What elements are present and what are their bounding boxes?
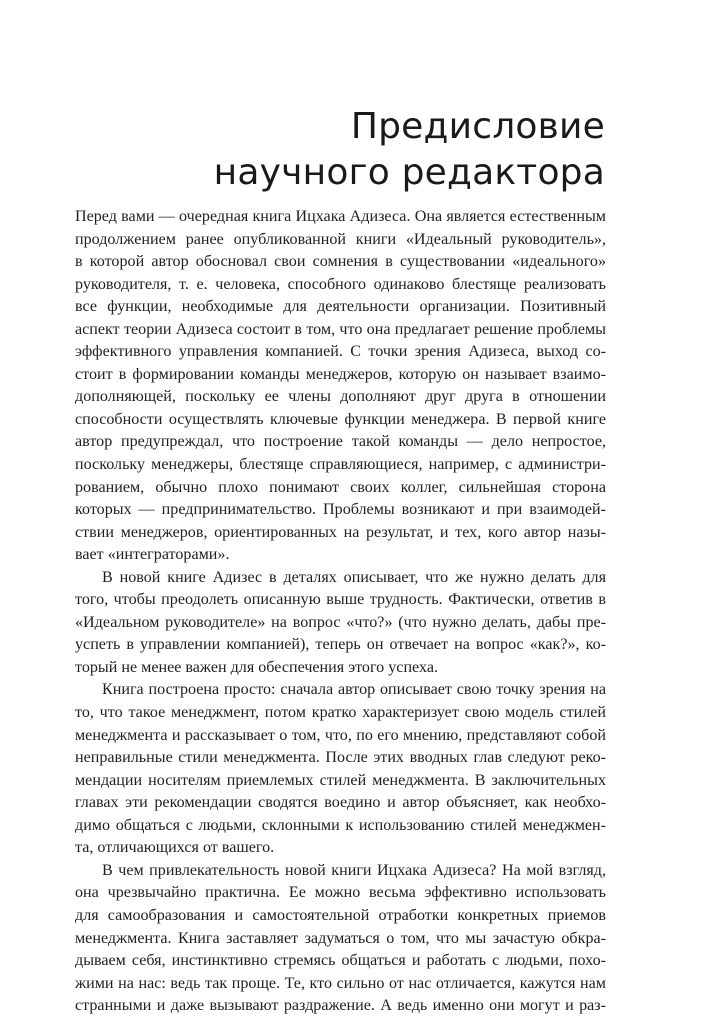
text-line: торый не менее важен для обеспечения этого успеха. [75,658,438,676]
text-line: для самообразования и самостоятельной отработки конкретных приемов [75,906,606,924]
text-line: мендации носителям приемлемых стилей менеджмента. В заключительных [75,771,606,789]
text-line: Перед вами — очередная книга Ицхака Адизеса. Она является естественным [75,208,606,225]
text-line: стоит в формировании команды менеджеров, которую он называет взаимо- [75,365,606,383]
text-line: вает «интеграторами». [75,546,230,564]
text-line: продолжением ранее опубликованной книги «Идеальный руководитель», [75,230,606,248]
text-line: все функции, необходимые для деятельности организации. Позитивный [75,298,606,316]
text-line: В новой книге Адизес в деталях описывает, что же нужно делать для [102,568,606,586]
paragraph [75,206,606,567]
text-line: ствии менеджеров, ориентированных на результат, и тех, кого автор назы- [75,523,606,541]
paragraph [75,860,606,1018]
text-line: в которой автор обосновал свои сомнения в существовании «идеального» [75,253,606,271]
text-line: руководителя, т. е. человека, способного одинаково блестяще реализовать [75,275,606,293]
text-line: того, чтобы преодолеть описанную выше трудность. Фактически, ответив в [75,591,606,609]
text-line: успеть в управлении компанией), теперь он отвечает на вопрос «как?», ко- [75,636,606,654]
text-line: Книга построена просто: сначала автор описывает свою точку зрения на [102,681,606,699]
paragraph [75,567,606,680]
text-line: менеджмента. Книга заставляет задуматься о том, что мы зачастую обкра- [75,929,606,947]
paragraph [75,679,606,859]
text-line: рованием, обычно плохо понимают своих коллег, сильнейшая сторона [75,478,606,496]
text-line: В чем привлекательность новой книги Ицхака Адизеса? На мой взгляд, [102,861,606,879]
text-line: главах эти рекомендации сводятся воедино и автор объясняет, как необхо- [75,794,606,812]
text-line: неправильные стили менеджмента. После этих вводных глав следуют реко- [75,749,606,767]
text-line: странными и даже вызывают раздражение. А ведь именно они могут и раз- [75,997,606,1015]
text-line: аспект теории Адизеса состоит в том, что она предлагает решение проблемы [75,320,606,338]
text-line: она чрезвычайно практична. Ее можно весьма эффективно использовать [75,884,606,902]
text-line: менеджмента и рассказывает о том, что, по его мнению, представляют собой [75,726,606,744]
text-line: дываем себя, инстинктивно стремясь общаться и работать с людьми, похо- [75,952,606,970]
text-line: димо общаться с людьми, склонными к использованию стилей менеджмен- [75,816,606,834]
body-text [75,206,606,1018]
page-title [214,104,605,196]
text-line: жими на нас: ведь так проще. Те, кто сильно от нас отличается, кажутся нам [75,974,606,992]
text-line: поскольку менеджеры, блестяще справляющиеся, например, с администри- [75,456,606,474]
text-line: эффективного управления компанией. С точки зрения Адизеса, выход со- [75,343,606,361]
text-line: та, отличающихся от вашего. [75,839,275,857]
page-title-line-2: научного редактора [213,152,605,193]
text-line: способности осуществлять ключевые функции менеджера. В первой книге [75,410,606,428]
text-line: дополняющей, поскольку ее члены дополняют друг друга в отношении [75,388,606,406]
text-line: автор предупреждал, что построение такой команды — дело непростое, [75,433,606,451]
text-line: то, что такое менеджмент, потом кратко характеризует свою модель стилей [75,704,606,722]
page-title-line-1: Предисловие [350,106,605,147]
text-line: «Идеальном руководителе» на вопрос «что?» (что нужно делать, дабы пре- [75,613,606,631]
text-line: которых — предпринимательство. Проблемы возникают и при взаимодей- [75,501,606,519]
